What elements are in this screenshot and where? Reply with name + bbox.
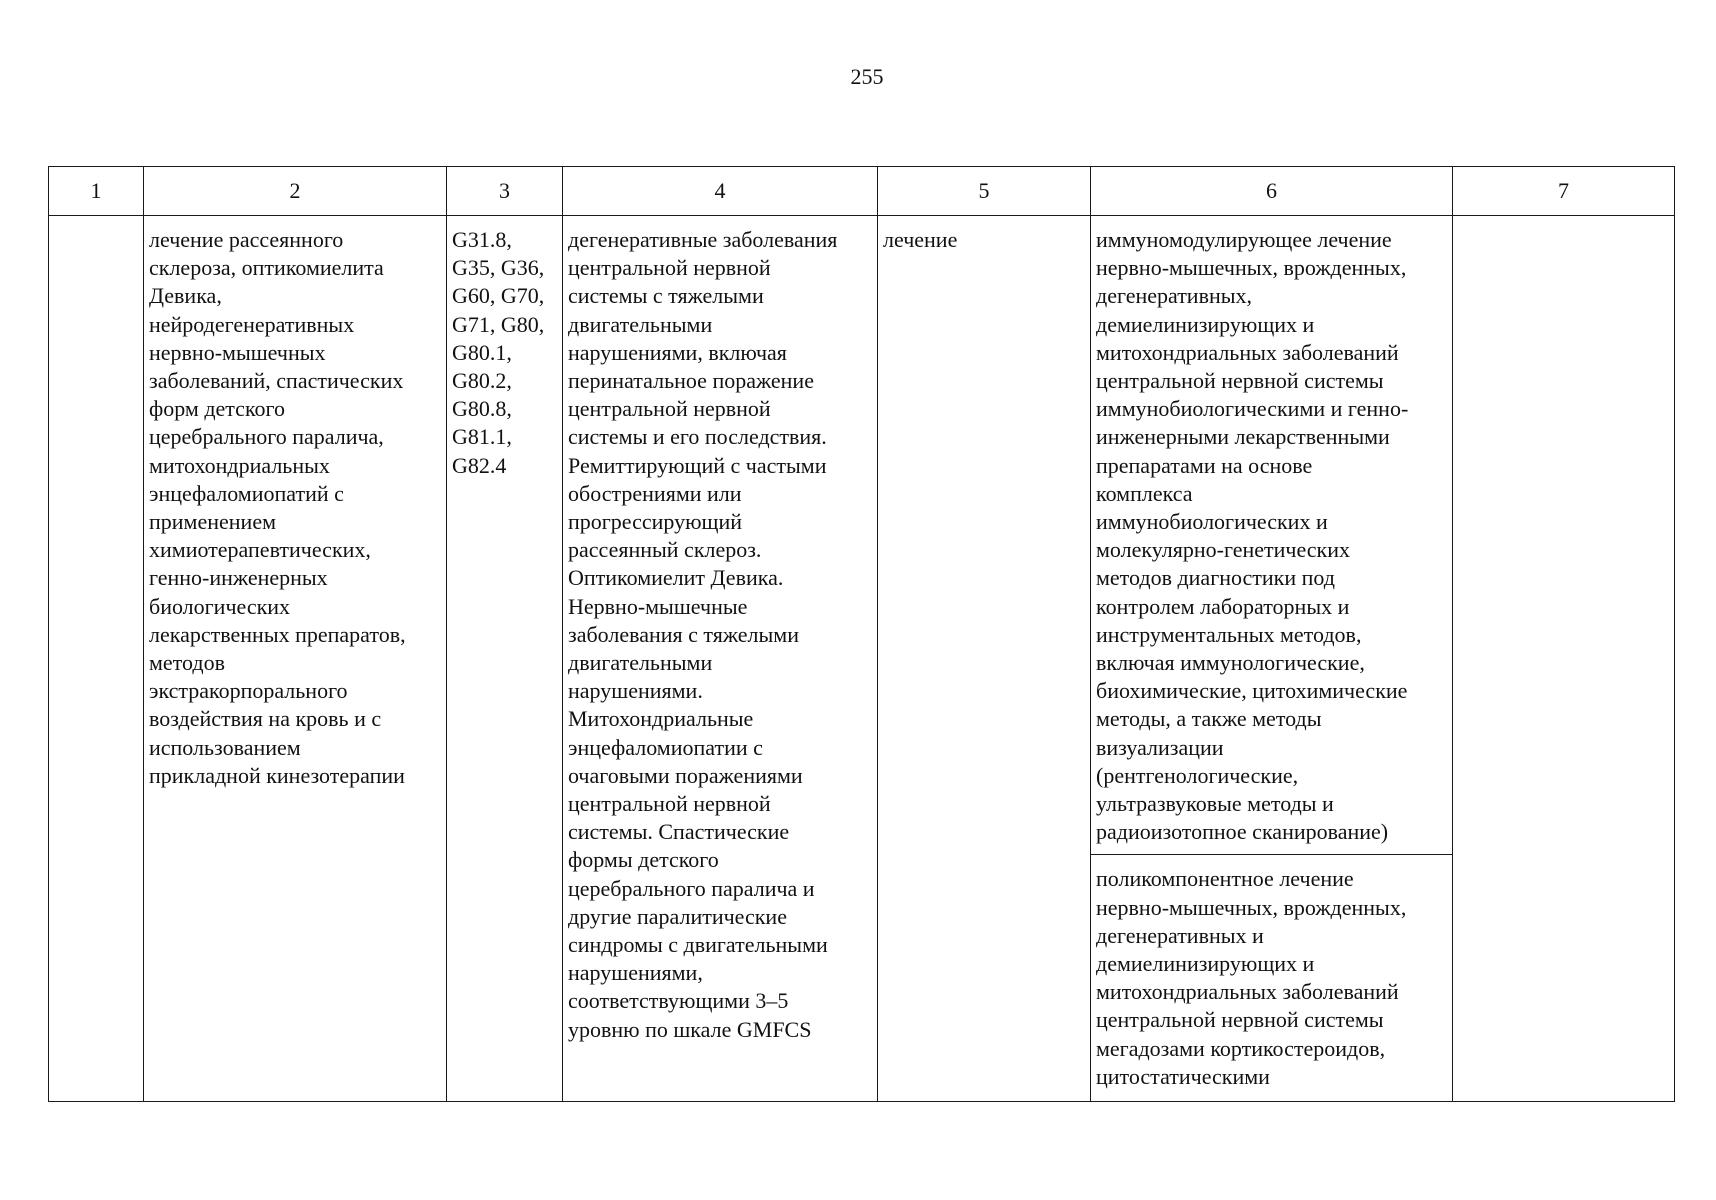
column-header-4: 4 <box>563 167 878 216</box>
cell-care-type <box>144 216 447 1102</box>
cell-icd-codes <box>447 216 563 1102</box>
icd-codes-text: G31.8, G35, G36, G60, G70, G71, G80, G80.1, G80.2, G80.8, G81.1, G82.4 <box>452 227 545 478</box>
cell-treatment-methods <box>1091 216 1453 1102</box>
column-header-3: 3 <box>447 167 563 216</box>
medical-care-table <box>48 166 1675 1102</box>
header-row <box>49 167 1675 216</box>
table-row <box>49 216 1675 1102</box>
column-header-5: 5 <box>878 167 1091 216</box>
cost-text <box>1453 216 1674 226</box>
column-header-2: 2 <box>144 167 447 216</box>
treatment-method-2: поликомпонентное лечение нервно-мышечных, врожденных, дегенеративных и демиелинизирующих и митохондриальных заболеваний центральной нервной системы мегадозами кортикостероидов, цитостатическими <box>1091 854 1452 1091</box>
column-header-7: 7 <box>1453 167 1675 216</box>
patient-model-text: дегенеративные заболевания центральной нервной системы с тяжелыми двигательными нарушениями, включая перинатальное поражение центральной нервной системы и его последствия. Ремиттирующий с частыми обострениями или прогрессирующий рассеянный склероз. Оптикомиелит Девика. Нервно-мышечные заболевания с тяжелыми двигательными нарушениями. Митохондриальные энцефаломиопатии с очаговыми поражениями центральной нервной системы. Спастические формы детского церебрального паралича и другие паралитические синдромы с двигательными нарушениями, соответствующими 3–5 уровню по шкале GMFCS <box>568 227 838 1042</box>
page-number: 255 <box>850 64 884 89</box>
column-header-6: 6 <box>1091 167 1453 216</box>
cell-patient-model <box>563 216 878 1102</box>
treatment-method-1: иммуномодулирующее лечение нервно-мышечных, врожденных, дегенеративных, демиелинизирующих и митохондриальных заболеваний центральной нервной системы иммунобиологическими и генно- инженерными лекарственными препаратами на основе комплекса иммунобиологических и молекулярно-генетических методов диагностики под контролем лабораторных и инструментальных методов, включая иммунологические, биохимические, цитохимические методы, а также методы визуализации (рентгенологические, ультразвуковые методы и радиоизотопное сканирование) <box>1096 227 1409 845</box>
column-header-1: 1 <box>49 167 144 216</box>
cell-treatment-kind <box>878 216 1091 1102</box>
treatment-kind-text: лечение <box>883 227 958 252</box>
cell-number <box>49 216 144 1102</box>
care-type-text: лечение рассеянного склероза, оптикомиелита Девика, нейродегенеративных нервно-мышечных заболеваний, спастических форм детского церебрального паралича, митохондриальных энцефаломиопатий с применением химиотерапевтических, генно-инженерных биологических лекарственных препаратов, методов экстракорпорального воздействия на кровь и с использованием прикладной кинезотерапии <box>149 227 406 788</box>
cell-number-text <box>49 216 143 226</box>
cell-cost <box>1453 216 1675 1102</box>
